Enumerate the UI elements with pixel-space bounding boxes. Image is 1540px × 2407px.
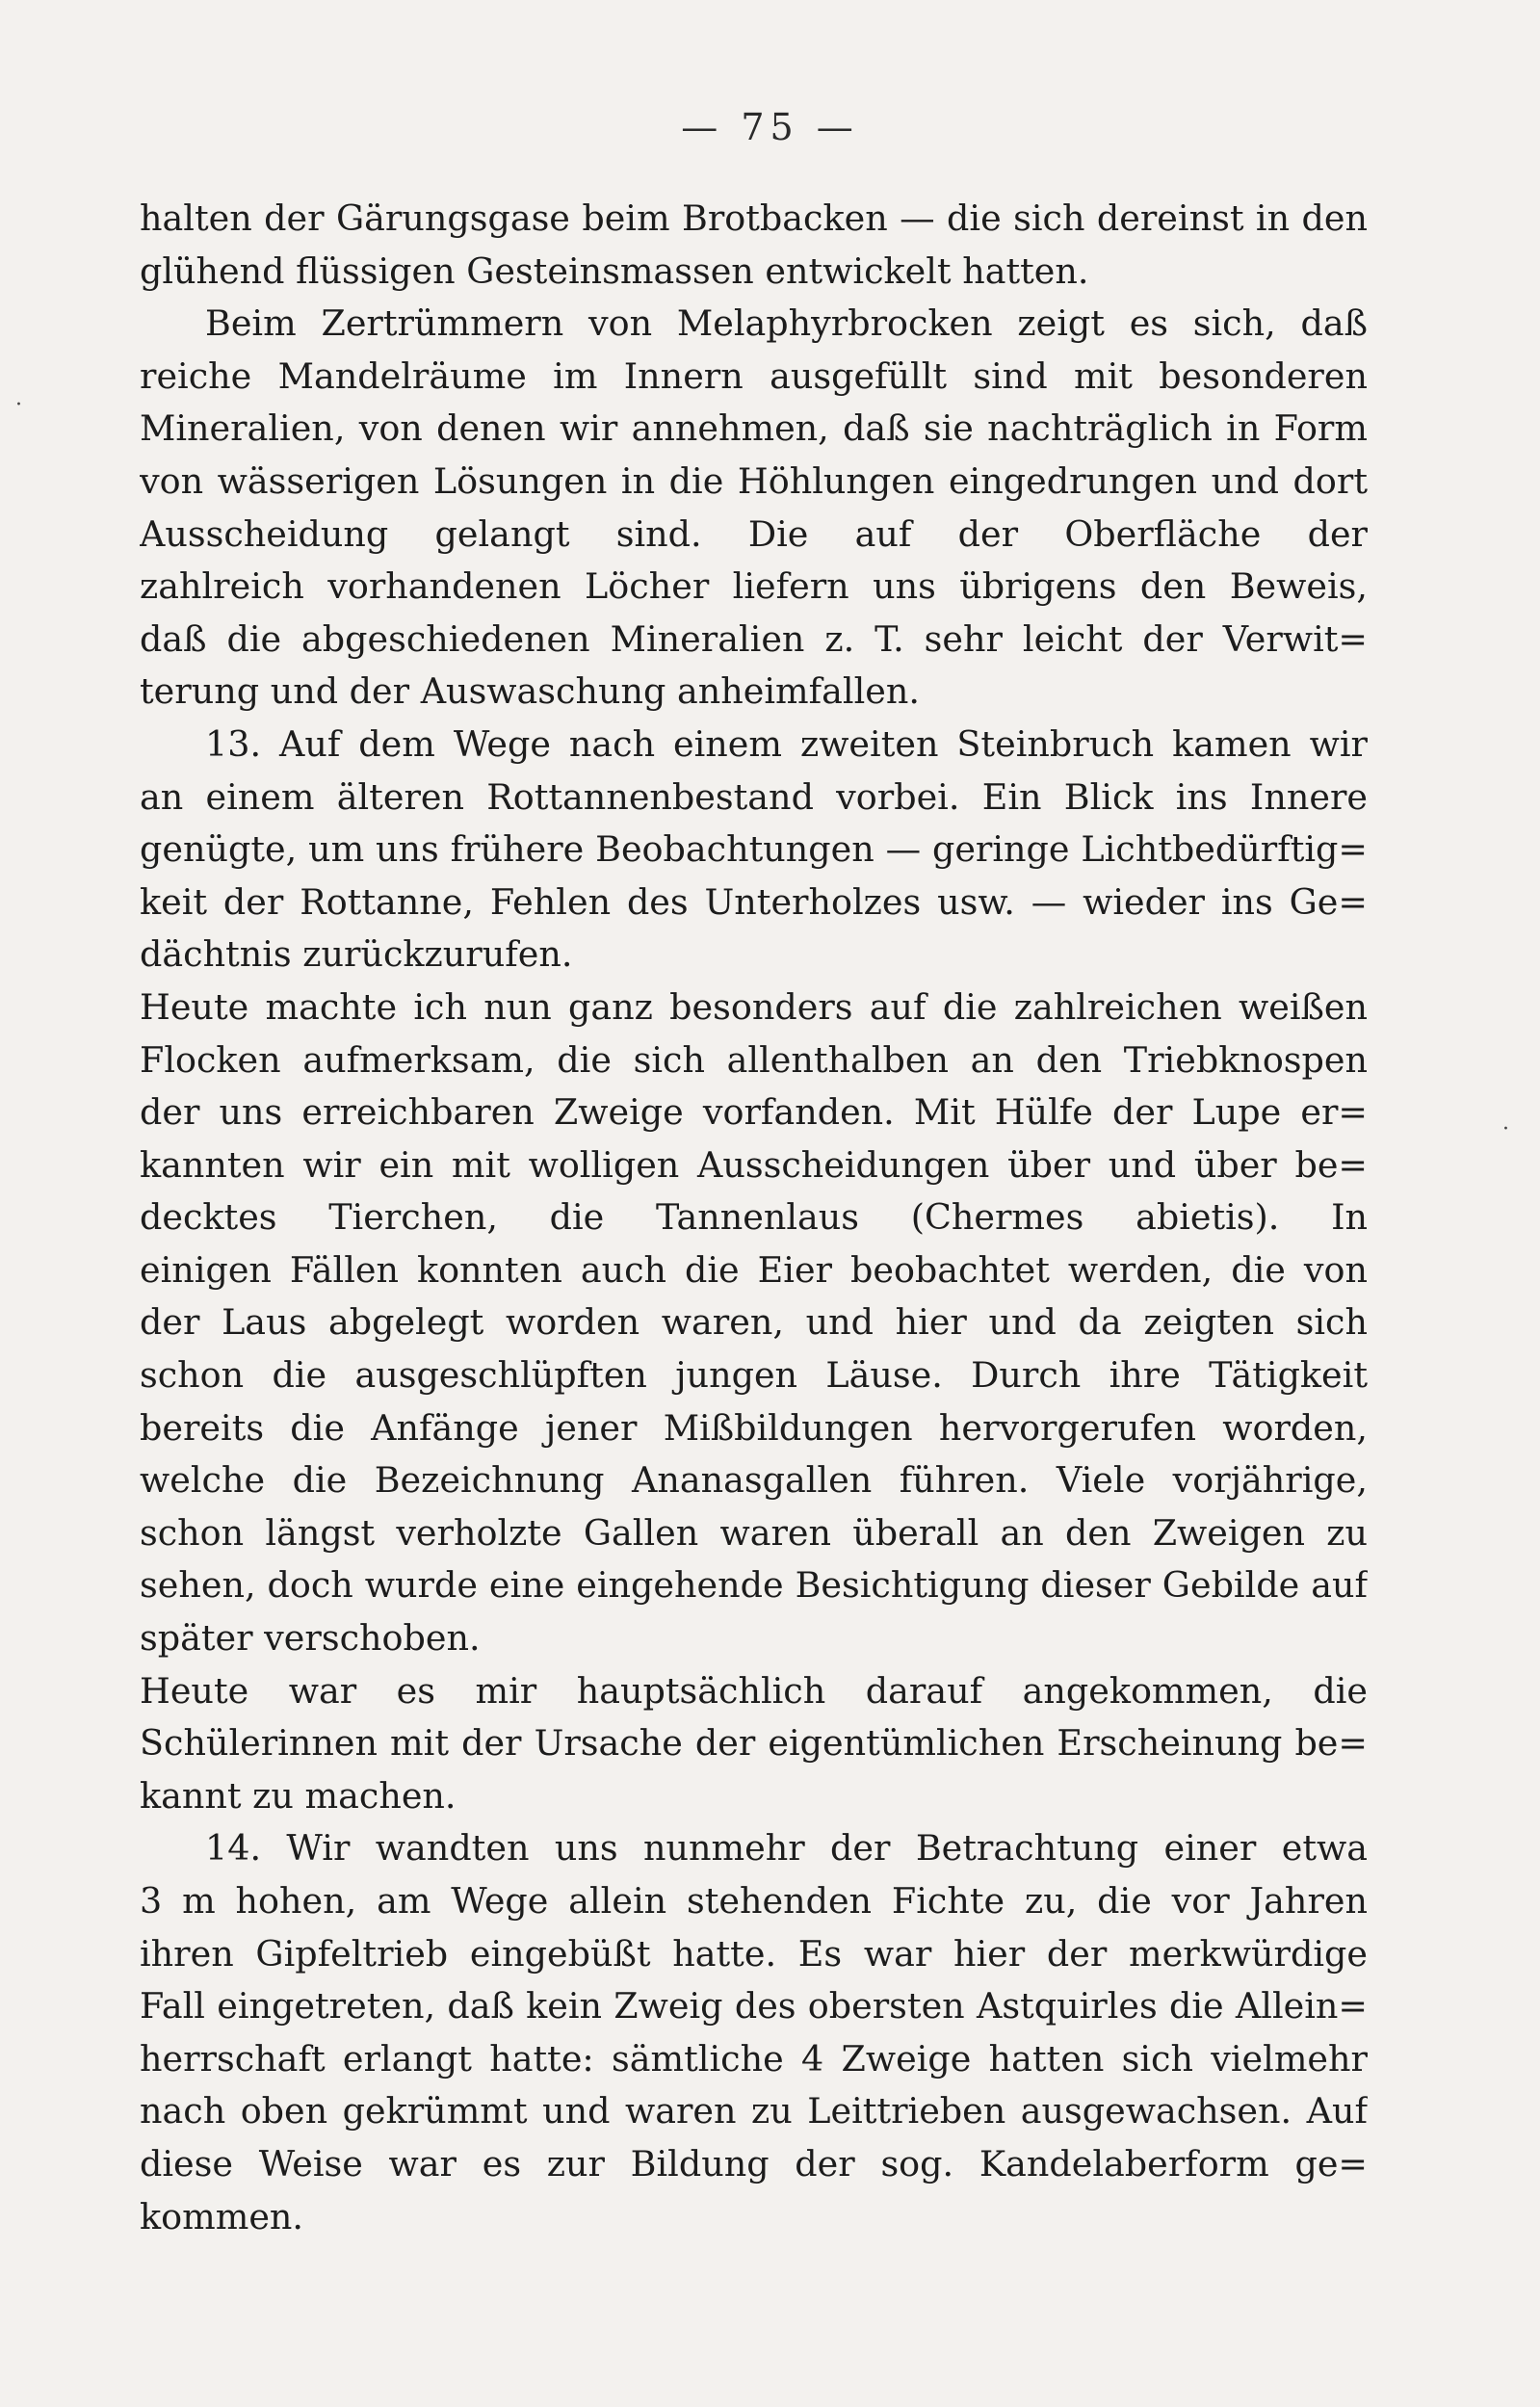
text-line: dächtnis zurückzurufen. <box>140 933 573 976</box>
text-line: 13. Auf dem Wege nach einem zweiten Steinbruch kamen wir <box>205 722 1368 765</box>
text-line: halten der Gärungsgase beim Brotbacken — die sich dereinst in den <box>140 197 1368 239</box>
text-line: schon längst verholzte Gallen waren überall an den Zweigen zu <box>140 1511 1368 1554</box>
text-line: glühend flüssigen Gesteinsmassen entwickelt hatten. <box>140 249 1089 292</box>
text-line: kannten wir ein mit wolligen Ausscheidungen über und über be= <box>140 1143 1368 1186</box>
text-line: einigen Fällen konnten auch die Eier beobachtet werden, die von <box>140 1248 1368 1291</box>
text-line: Mineralien, von denen wir annehmen, daß sie nachträglich in Form <box>140 407 1368 450</box>
text-line: reiche Mandelräume im Innern ausgefüllt sind mit besonderen <box>140 354 1368 397</box>
scan-mark: · <box>15 393 22 417</box>
text-line: Schülerinnen mit der Ursache der eigentümlichen Erscheinung be= <box>140 1722 1368 1765</box>
body-text <box>140 193 1368 2243</box>
text-line: Beim Zertrümmern von Melaphyrbrocken zeigt es sich, daß <box>205 302 1368 345</box>
text-line: der uns erreichbaren Zweige vorfanden. Mit Hülfe der Lupe er= <box>140 1091 1368 1134</box>
text-line: 3 m hohen, am Wege allein stehenden Fichte zu, die vor Jahren <box>140 1880 1368 1922</box>
text-line: bereits die Anfänge jener Mißbildungen hervorgerufen worden, <box>140 1406 1368 1449</box>
text-line: an einem älteren Rottannenbestand vorbei. Ein Blick ins Innere <box>140 775 1368 818</box>
text-line: schon die ausgeschlüpften jungen Läuse. Durch ihre Tätigkeit <box>140 1354 1368 1397</box>
text-line: kannt zu machen. <box>140 1774 457 1817</box>
text-line: keit der Rottanne, Fehlen des Unterholzes usw. — wieder ins Ge= <box>140 880 1368 923</box>
text-line: Heute machte ich nun ganz besonders auf die zahlreichen weißen <box>140 985 1368 1028</box>
text-line: ihren Gipfeltrieb eingebüßt hatte. Es war hier der merkwürdige <box>140 1932 1368 1975</box>
scan-mark: · <box>1502 1117 1509 1141</box>
text-line: Flocken aufmerksam, die sich allenthalben an den Triebknospen <box>140 1038 1368 1081</box>
text-line: decktes Tierchen, die Tannenlaus (Chermes abietis). In <box>140 1196 1368 1239</box>
text-line: genügte, um uns frühere Beobachtungen — geringe Lichtbedürftig= <box>140 828 1368 871</box>
text-line: welche die Bezeichnung Ananasgallen führen. Viele vorjährige, <box>140 1459 1368 1502</box>
text-line: von wässerigen Lösungen in die Höhlungen eingedrungen und dort <box>140 459 1368 502</box>
text-line: 14. Wir wandten uns nunmehr der Betrachtung einer etwa <box>205 1827 1368 1870</box>
text-line: terung und der Auswaschung anheimfallen. <box>140 670 920 713</box>
text-line: später verschoben. <box>140 1617 481 1660</box>
text-line: daß die abgeschiedenen Mineralien z. T. sehr leicht der Verwit= <box>140 617 1368 660</box>
page-number: — 75 — <box>681 106 859 148</box>
text-line: herrschaft erlangt hatte: sämtliche 4 Zweige hatten sich vielmehr <box>140 2037 1368 2080</box>
text-line: zahlreich vorhandenen Löcher liefern uns übrigens den Beweis, <box>140 565 1368 608</box>
text-line: Heute war es mir hauptsächlich darauf angekommen, die <box>140 1669 1368 1712</box>
text-line: sehen, doch wurde eine eingehende Besichtigung dieser Gebilde auf <box>140 1564 1368 1607</box>
text-line: Fall eingetreten, daß kein Zweig des obersten Astquirles die Allein= <box>140 1985 1368 2028</box>
text-line: nach oben gekrümmt und waren zu Leittrieben ausgewachsen. Auf <box>140 2090 1368 2132</box>
text-line: kommen. <box>140 2195 304 2237</box>
text-line: der Laus abgelegt worden waren, und hier und da zeigten sich <box>140 1301 1368 1344</box>
text-line: Ausscheidung gelangt sind. Die auf der Oberfläche der <box>140 512 1368 555</box>
text-line: diese Weise war es zur Bildung der sog. Kandelaberform ge= <box>140 2142 1368 2185</box>
